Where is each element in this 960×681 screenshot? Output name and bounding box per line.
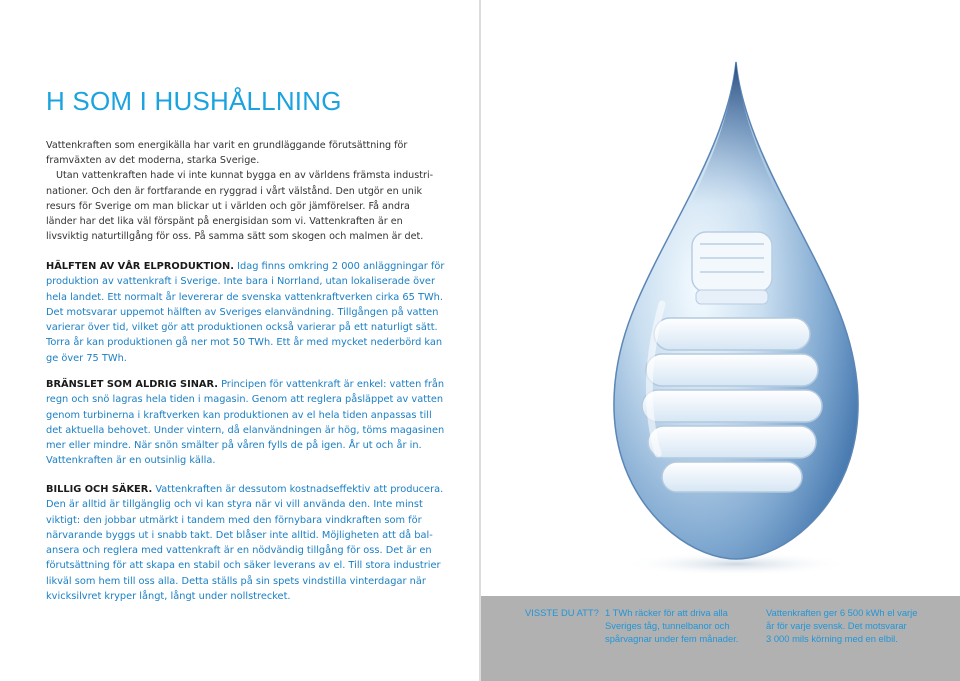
section-heading: HÄLFTEN AV VÅR ELPRODUKTION. [46, 261, 234, 272]
section-text: ge över 75 TWh. [46, 352, 127, 364]
fact-line: år för varje svensk. Det motsvarar [766, 620, 907, 631]
section-text: hela landet. Ett normalt år levererar de svenska vattenkraftverken cirka 65 TWh. [46, 291, 443, 303]
section-text: Principen för vattenkraft är enkel: vatten från [217, 379, 445, 390]
intro-line: framväxten av det moderna, starka Sverige. [46, 155, 260, 167]
section-text: likväl som hem till oss alla. Detta ställs på sin spets vindstilla vinterdagar när [46, 575, 426, 587]
section-fuel-never-runs-out [46, 377, 456, 469]
section-text: Den är alltid är tillgänglig och vi kan styra när vi vill använda den. Inte minst [46, 499, 423, 511]
fact-trains [605, 606, 755, 645]
fact-electricity-per-person [766, 606, 931, 645]
intro-paragraph [46, 138, 446, 244]
bulb-coil [662, 462, 802, 492]
section-text: förutsättning för att skapa en stabil och säker leverans av el. Till stora industrier [46, 560, 441, 572]
section-text: varierar över tid, vilket gör att produktionen också varierar på ett naturligt sätt. [46, 322, 438, 334]
intro-line: resurs för Sverige om man blickar ut i världen och gör jämförelser. Få andra [46, 200, 410, 212]
section-cheap-and-safe [46, 482, 456, 604]
fact-line: Sveriges tåg, tunnelbanor och [605, 620, 730, 631]
bulb-coil [654, 318, 810, 350]
section-text: Vattenkraften är dessutom kostnadseffektiv att producera. [152, 484, 444, 495]
fact-line: Vattenkraften ger 6 500 kWh el varje [766, 607, 918, 618]
section-half-of-electricity [46, 259, 456, 366]
section-text: närvarande byggs ut i snabb takt. Det blåser inte alltid. Möjligheten att då bal- [46, 529, 433, 541]
water-drop-lightbulb-image [600, 54, 872, 584]
section-text: ansera och reglera med vattenkraft är en nödvändig tillgång för oss. Det är en [46, 545, 432, 557]
section-text: kvicksilvret kryper långt, långt under nollstrecket. [46, 591, 291, 603]
section-text: regn och snö lagras hela tiden i magasin. Genom att reglera påsläppet av vatten [46, 394, 444, 406]
bulb-coil [648, 426, 816, 458]
intro-line: nationer. Och den är fortfarande en ryggrad i vårt välstånd. Den utgör en unik [46, 185, 423, 197]
bulb-neck [696, 290, 768, 304]
fact-line: 3 000 mils körning med en elbil. [766, 633, 898, 644]
section-text: det aktuella behovet. Under vintern, då elanvändningen är hög, töms magasinen [46, 424, 445, 436]
section-heading: BILLIG OCH SÄKER. [46, 484, 153, 495]
bulb-coil [646, 354, 818, 386]
fact-line: spårvagnar under fem månader. [605, 633, 739, 644]
bulb-coil [642, 390, 822, 422]
section-text: produktion av vattenkraft i Sverige. Inte bara i Norrland, utan lokaliserade över [46, 276, 435, 288]
section-text: mer eller mindre. När snön smälter på våren fylls de på igen. År ut och år in. [46, 440, 422, 452]
bulb-base [692, 232, 772, 292]
section-text: Det motsvarar uppemot hälften av Sveriges elanvändning. Tillgången på vatten [46, 306, 439, 318]
fact-line: 1 TWh räcker för att driva alla [605, 607, 728, 618]
drop-tip-shade [690, 62, 782, 204]
section-heading: BRÄNSLET SOM ALDRIG SINAR. [46, 379, 218, 390]
section-text: genom turbinerna i kraftverken kan produktionen av el hela tiden anpassas till [46, 409, 432, 421]
section-text: viktigt: den jobbar utmärkt i tandem med den förnybara vindkraften som för [46, 514, 422, 526]
did-you-know-label: VISSTE DU ATT? [525, 607, 599, 618]
intro-line: Vattenkraften som energikälla har varit en grundläggande förutsättning för [46, 140, 408, 151]
section-text: Torra år kan produktionen gå ner mot 50 TWh. Ett år med mycket nederbörd kan [46, 337, 443, 349]
section-text: Idag finns omkring 2 000 anläggningar för [233, 261, 445, 272]
intro-line: länder har det lika väl förspänt på energisidan som vi. Vattenkraften är en [46, 216, 403, 228]
intro-line: livsviktig naturtillgång för oss. På samma sätt som skogen och malmen är det. [46, 231, 424, 243]
water-drop-illustration [600, 54, 872, 588]
intro-line: Utan vattenkraften hade vi inte kunnat bygga en av världens främsta industri- [56, 170, 434, 182]
section-text: Vattenkraften är en outsinlig källa. [46, 455, 216, 467]
page-title: H SOM I HUSHÅLLNING [46, 86, 342, 116]
